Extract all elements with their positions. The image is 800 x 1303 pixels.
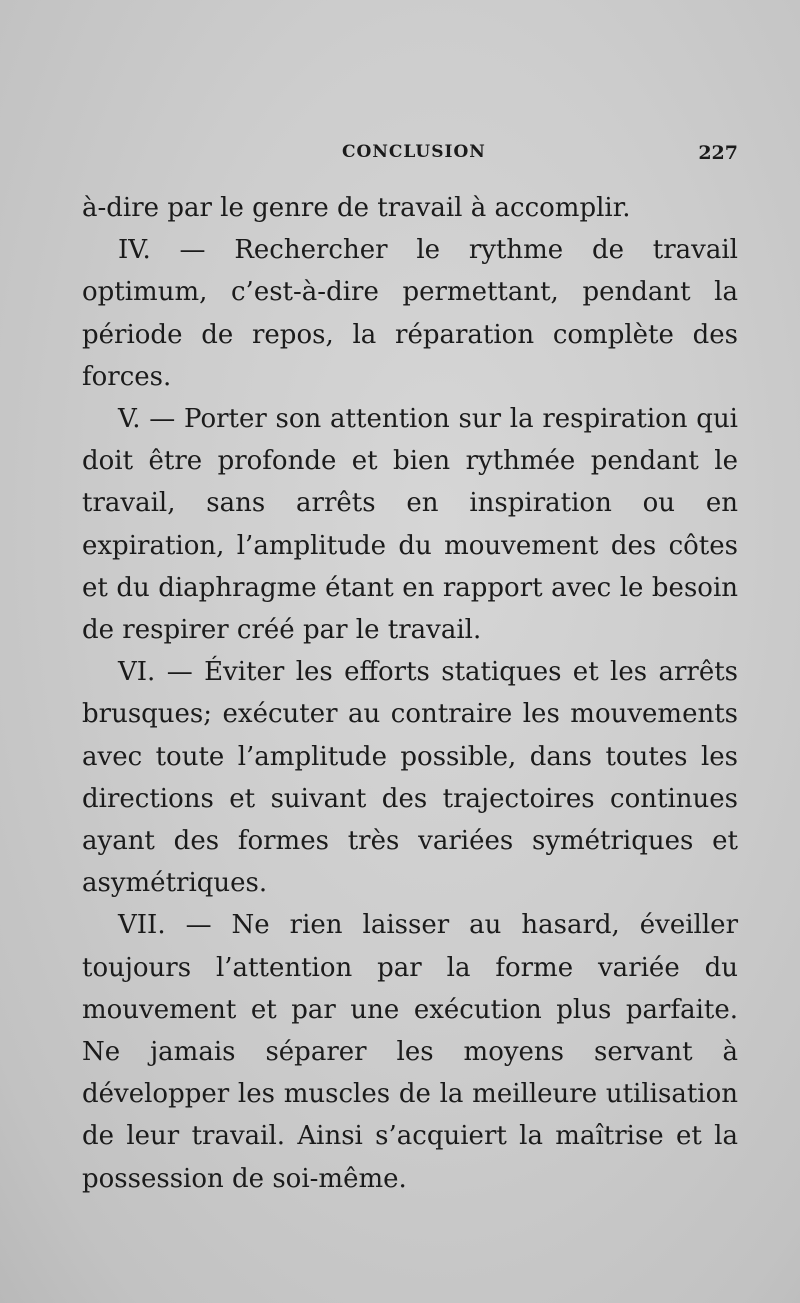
paragraph-vii: VII. — Ne rien laisser au hasard, éveiller toujours l’attention par la forme variée du mouvement et par une exécution plus parfaite. Ne jamais séparer les moyens servant à développer les muscles de la meilleure utilisation de leur travail. Ainsi s’acquiert la maîtrise et la possession de soi-même. (82, 910, 738, 1194)
paragraph-v: V. — Porter son attention sur la respiration qui doit être profonde et bien rythmée pendant le travail, sans arrêts en inspiration ou en expiration, l’amplitude du mouvement des côtes et du diaphragme étant en rapport avec le besoin de respirer créé par le travail. (82, 404, 738, 646)
running-head (80, 142, 738, 172)
paragraph-continuation: à-dire par le genre de travail à accomplir. (82, 193, 631, 223)
paragraph-iv: IV. — Rechercher le rythme de travail optimum, c’est-à-dire permettant, pendant la période de repos, la réparation complète des forces. (82, 235, 738, 392)
paragraph-vi: VI. — Éviter les efforts statiques et les arrêts brusques; exécuter au contraire les mouvements avec toute l’amplitude possible, dans toutes les directions et suivant des trajectoires continues ayant des formes très variées symétriques et asymétriques. (82, 657, 738, 899)
body-text (82, 187, 738, 1200)
page-number: 227 (698, 142, 738, 164)
chapter-title: CONCLUSION (342, 142, 486, 162)
